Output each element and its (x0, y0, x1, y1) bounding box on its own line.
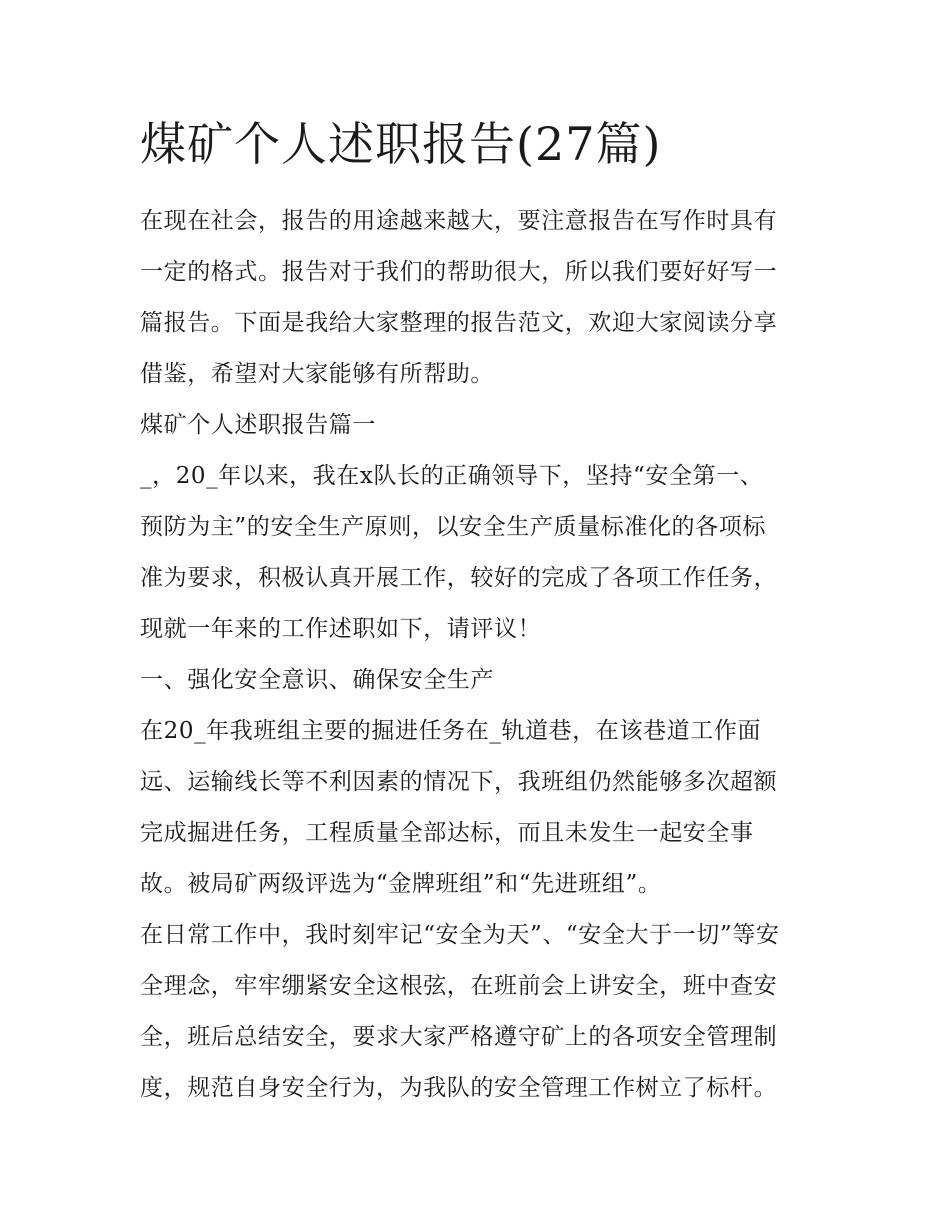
text-line: 度，规范自身安全行为，为我队的安全管理工作树立了标杆。 (140, 1075, 778, 1101)
text-line: 在20_年我班组主要的掘进任务在_轨道巷，在该巷道工作面 (140, 718, 762, 744)
document-title: 煤矿个人述职报告(27篇) (140, 117, 662, 171)
text-line: 在现在社会，报告的用途越来越大，要注意报告在写作时具有 (140, 208, 778, 234)
text-line: 全理念，牢牢绷紧安全这根弦，在班前会上讲安全，班中查安 (140, 973, 778, 999)
text-line: 在日常工作中，我时刻牢记“安全为天”、“安全大于一切”等安 (140, 922, 780, 948)
section-heading: 煤矿个人述职报告篇一 (140, 412, 376, 438)
text-line: 借鉴，希望对大家能够有所帮助。 (140, 361, 494, 387)
text-line: 准为要求，积极认真开展工作，较好的完成了各项工作任务， (140, 565, 778, 591)
text-line: 远、运输线长等不利因素的情况下，我班组仍然能够多次超额 (140, 769, 778, 795)
text-line: 完成掘进任务，工程质量全部达标，而且未发生一起安全事 (140, 820, 754, 846)
document-body (140, 196, 812, 1114)
text-line: 篇报告。下面是我给大家整理的报告范文，欢迎大家阅读分享 (140, 310, 778, 336)
section-heading: 一、强化安全意识、确保安全生产 (140, 667, 494, 693)
text-line: 预防为主”的安全生产原则，以安全生产质量标准化的各项标 (140, 514, 766, 540)
text-line: 故。被局矿两级评选为“金牌班组”和“先进班组”。 (140, 871, 662, 897)
text-line: _，20_年以来，我在x队长的正确领导下，坚持“安全第一、 (140, 463, 764, 489)
text-line: 现就一年来的工作述职如下，请评议！ (140, 616, 542, 642)
text-line: 全，班后总结安全，要求大家严格遵守矿上的各项安全管理制 (140, 1024, 778, 1050)
text-line: 一定的格式。报告对于我们的帮助很大，所以我们要好好写一 (140, 259, 778, 285)
